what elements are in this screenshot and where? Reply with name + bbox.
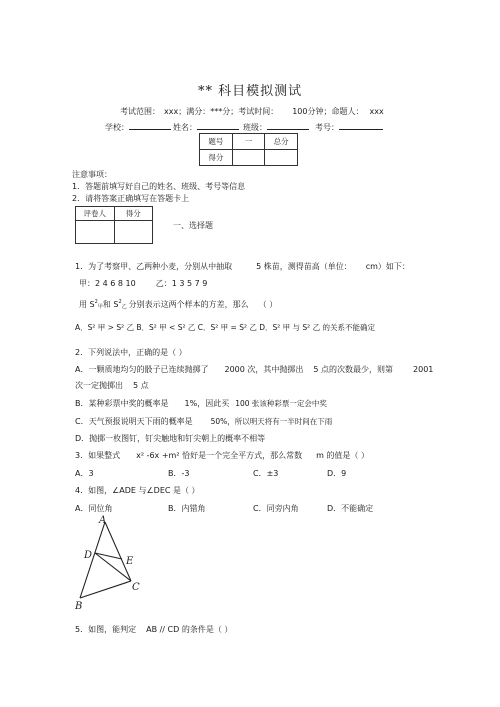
- page-title: ** 科目模拟测试: [198, 84, 303, 99]
- vertex-label-a: A: [99, 515, 107, 526]
- grader-score-header: 得分: [114, 207, 153, 221]
- exam-info: [120, 107, 384, 117]
- q1-prompt-c: 分别表示这两个样本的方差，那么: [128, 300, 249, 309]
- q3-expr: x² -6x +m² 恰好是一个完全平方式，那么常数: [136, 451, 303, 460]
- question-4-stem: 4．如图，∠ADE 与∠DEC 是（ ）: [75, 486, 200, 495]
- name-label: 姓名：: [173, 123, 197, 132]
- exam-number-label: 考号：: [315, 123, 339, 132]
- author-label: 分钟；命题人：: [307, 107, 364, 116]
- score-row-label: 得分: [200, 150, 233, 166]
- score-cell-total[interactable]: [265, 150, 298, 166]
- q1-data-yi: 乙：1 3 5 7 9: [155, 279, 208, 288]
- q2-a-part2: 2000 次，其中抛掷出: [224, 365, 304, 374]
- q5-expr: AB // CD 的条件是（ ）: [146, 625, 233, 634]
- q4-option-b[interactable]: B．内错角: [168, 504, 206, 513]
- q1-unit: cm）如下：: [365, 262, 410, 271]
- grader-table: [75, 206, 153, 244]
- q2-b-part2: 1%，因此买: [184, 399, 230, 408]
- section-title: 一、选择题: [173, 221, 213, 230]
- notes-title: 注意事项：: [72, 170, 112, 179]
- question-1-stem: [75, 262, 410, 272]
- vertex-label-c: C: [132, 582, 140, 593]
- q3-option-b[interactable]: B．-3: [168, 469, 190, 478]
- grader-cell[interactable]: [76, 221, 115, 244]
- q5-text: 5．如图，能判定: [75, 625, 137, 634]
- score-header-total: 总分: [265, 134, 298, 150]
- author: xxx: [369, 107, 384, 116]
- school-field[interactable]: [129, 121, 171, 130]
- q4-option-c[interactable]: C．同旁内角: [253, 504, 299, 513]
- q2-b-part1: B．某种彩票中奖的概率是: [75, 399, 169, 408]
- q2-c-part1: C．天气预报说明天下雨的概率是: [75, 417, 193, 426]
- triangle-figure: [70, 512, 160, 614]
- q3-option-d[interactable]: D．9: [327, 469, 347, 478]
- grader-header: 评卷人: [76, 207, 115, 221]
- question-2-stem: 2．下列说法中，正确的是（ ）: [75, 348, 187, 357]
- q3-option-a[interactable]: A．3: [75, 469, 94, 478]
- exam-scope: xxx: [164, 107, 179, 116]
- question-5-stem: [75, 625, 232, 635]
- school-label: 学校：: [105, 123, 129, 132]
- q1-data-jia: 甲：2 4 6 8 10: [79, 279, 136, 288]
- class-label: 班级：: [243, 123, 267, 132]
- question-1-data: [79, 279, 207, 289]
- name-field[interactable]: [197, 121, 239, 130]
- q2-a-part4: 2001: [413, 365, 434, 374]
- question-1-options: A．S² 甲 > S² 乙 B．S² 甲 < S² 乙 C．S² 甲 = S² 乙 D．S² 甲 与 S² 乙 的关系不能确定: [75, 323, 375, 332]
- exam-scope-label: 考试范围：: [120, 107, 160, 116]
- q3-var: m 的值是（ ）: [316, 451, 369, 460]
- q2-a-part3: 5 点的次数最少，则第: [313, 365, 394, 374]
- question-2-option-a: [75, 365, 433, 375]
- q4-option-d[interactable]: D．不能确定: [327, 504, 374, 513]
- question-2-option-b: [75, 399, 327, 409]
- q1-count: 5 株苗，测得苗高（单位：: [256, 262, 352, 271]
- q3-option-c[interactable]: C．±3: [253, 469, 279, 478]
- exam-time-label: 分；考试时间：: [222, 107, 279, 116]
- q1-text: 1．为了考察甲、乙两种小麦，分别从中抽取: [75, 262, 233, 271]
- score-header-section: 一: [232, 134, 265, 150]
- note-item: 1．答题前填写好自己的姓名、班级、考号等信息: [72, 182, 246, 191]
- q2-a-part6: 5 点: [133, 381, 149, 390]
- question-1-prompt: 用 $S^2_甲$和 $S^2_乙$ 分别表示这两个样本的方差，那么 （ ）: [79, 299, 278, 310]
- q2-a-part5: 次一定抛掷出: [75, 381, 123, 390]
- q2-a-part1: A．一颗质地均匀的骰子已连续抛掷了: [75, 365, 209, 374]
- line-bc: [80, 581, 131, 598]
- question-2-option-c: [75, 417, 332, 427]
- question-3-stem: [75, 451, 369, 461]
- score-table: [199, 133, 298, 166]
- full-score-label: ；满分：: [178, 107, 211, 116]
- line-ac: [105, 522, 131, 581]
- q1-paren: （ ）: [258, 300, 278, 309]
- q2-b-part3: 100 张该种彩票一定会中奖: [235, 399, 327, 408]
- q4-option-a[interactable]: A．同位角: [75, 504, 113, 513]
- question-2-option-d: D．抛掷一枚图钉，钉尖触地和钉尖朝上的概率不相等: [75, 434, 266, 443]
- score-cell-section[interactable]: [232, 150, 265, 166]
- q1-prompt-b: 和 S: [102, 300, 119, 309]
- student-info: [105, 121, 383, 133]
- exam-number-field[interactable]: [339, 121, 383, 130]
- vertex-label-e: E: [126, 556, 134, 567]
- q3-text: 3．如果整式: [75, 451, 121, 460]
- score-header-number: 题号: [200, 134, 233, 150]
- exam-time: 100: [292, 107, 308, 116]
- note-item: 2．请将答案正确填写在答题卡上: [72, 194, 190, 203]
- vertex-label-d: D: [84, 550, 93, 561]
- question-2-option-a-cont: [75, 381, 149, 391]
- vertex-label-b: B: [75, 601, 83, 612]
- class-field[interactable]: [267, 121, 309, 130]
- q2-c-part2: 50%，所以明天将有一半时间在下雨: [210, 417, 333, 426]
- grader-score-cell[interactable]: [114, 221, 153, 244]
- full-score: ***: [210, 107, 223, 116]
- q1-prompt-a: 用 S: [79, 300, 95, 309]
